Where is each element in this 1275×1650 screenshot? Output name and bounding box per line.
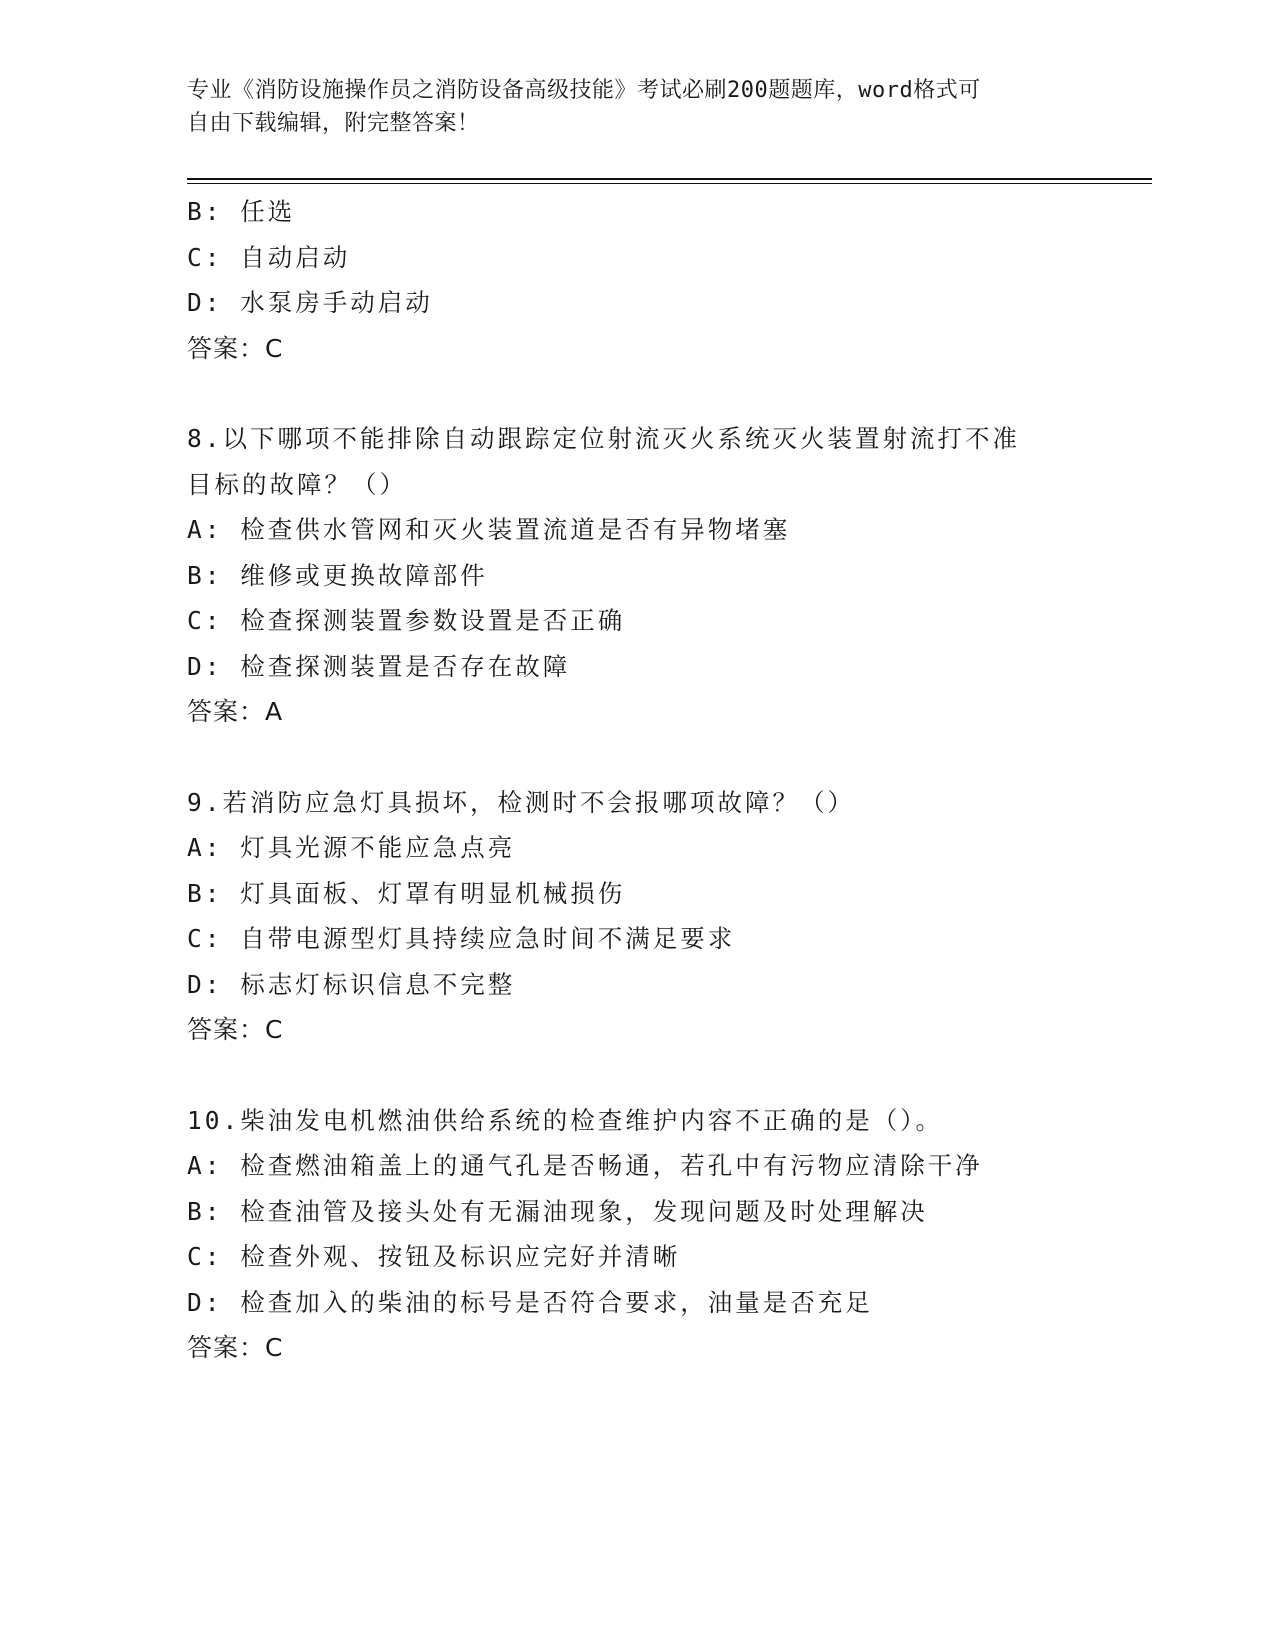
document-header [187,74,1067,140]
answer-line: 答案：C [187,1015,284,1044]
option-b: B: 检查油管及接头处有无漏油现象，发现问题及时处理解决 [187,1196,928,1226]
option-d: D: 标志灯标识信息不完整 [187,969,516,999]
header-line-2: 自由下载编辑，附完整答案！ [187,111,480,136]
block-spacer [187,1053,1087,1098]
option-a: A: 检查燃油箱盖上的通气孔是否畅通，若孔中有污物应清除干净 [187,1151,983,1180]
option-b: B: 灯具面板、灯罩有明显机械损伤 [187,878,626,908]
option-c: C: 自带电源型灯具持续应急时间不满足要求 [187,924,736,953]
answer-line: 答案：C [187,1333,284,1362]
question-block [187,780,1087,1053]
option-c: C: 自动启动 [187,242,351,272]
block-spacer [187,371,1087,416]
question-block [187,189,1087,371]
option-a: A: 灯具光源不能应急点亮 [187,833,516,862]
option-c: C: 检查探测装置参数设置是否正确 [187,606,626,635]
answer-line: 答案：A [187,697,284,726]
header-divider-thin [187,183,1152,184]
option-b: B: 维修或更换故障部件 [187,560,488,590]
header-line-1: 专业《消防设施操作员之消防设备高级技能》考试必刷200题题库，word格式可 [187,78,981,103]
question-text: 目标的故障？（） [187,469,407,499]
header-divider-thick [187,178,1152,180]
option-d: D: 检查加入的柴油的标号是否符合要求，油量是否充足 [187,1287,873,1317]
option-d: D: 水泵房手动启动 [187,288,433,317]
question-list [187,189,1087,1371]
option-d: D: 检查探测装置是否存在故障 [187,651,571,681]
question-block [187,1098,1087,1371]
option-b: B: 任选 [187,197,296,226]
option-c: C: 检查外观、按钮及标识应完好并清晰 [187,1242,681,1271]
question-text: 9.若消防应急灯具损坏，检测时不会报哪项故障？（） [187,787,855,817]
answer-line: 答案：C [187,333,284,363]
block-spacer [187,735,1087,780]
question-text: 10.柴油发电机燃油供给系统的检查维护内容不正确的是（）。 [187,1105,943,1135]
option-a: A: 检查供水管网和灭火装置流道是否有异物堵塞 [187,515,791,544]
question-text: 8.以下哪项不能排除自动跟踪定位射流灭火系统灭火装置射流打不准 [187,424,1020,453]
question-block [187,416,1087,735]
